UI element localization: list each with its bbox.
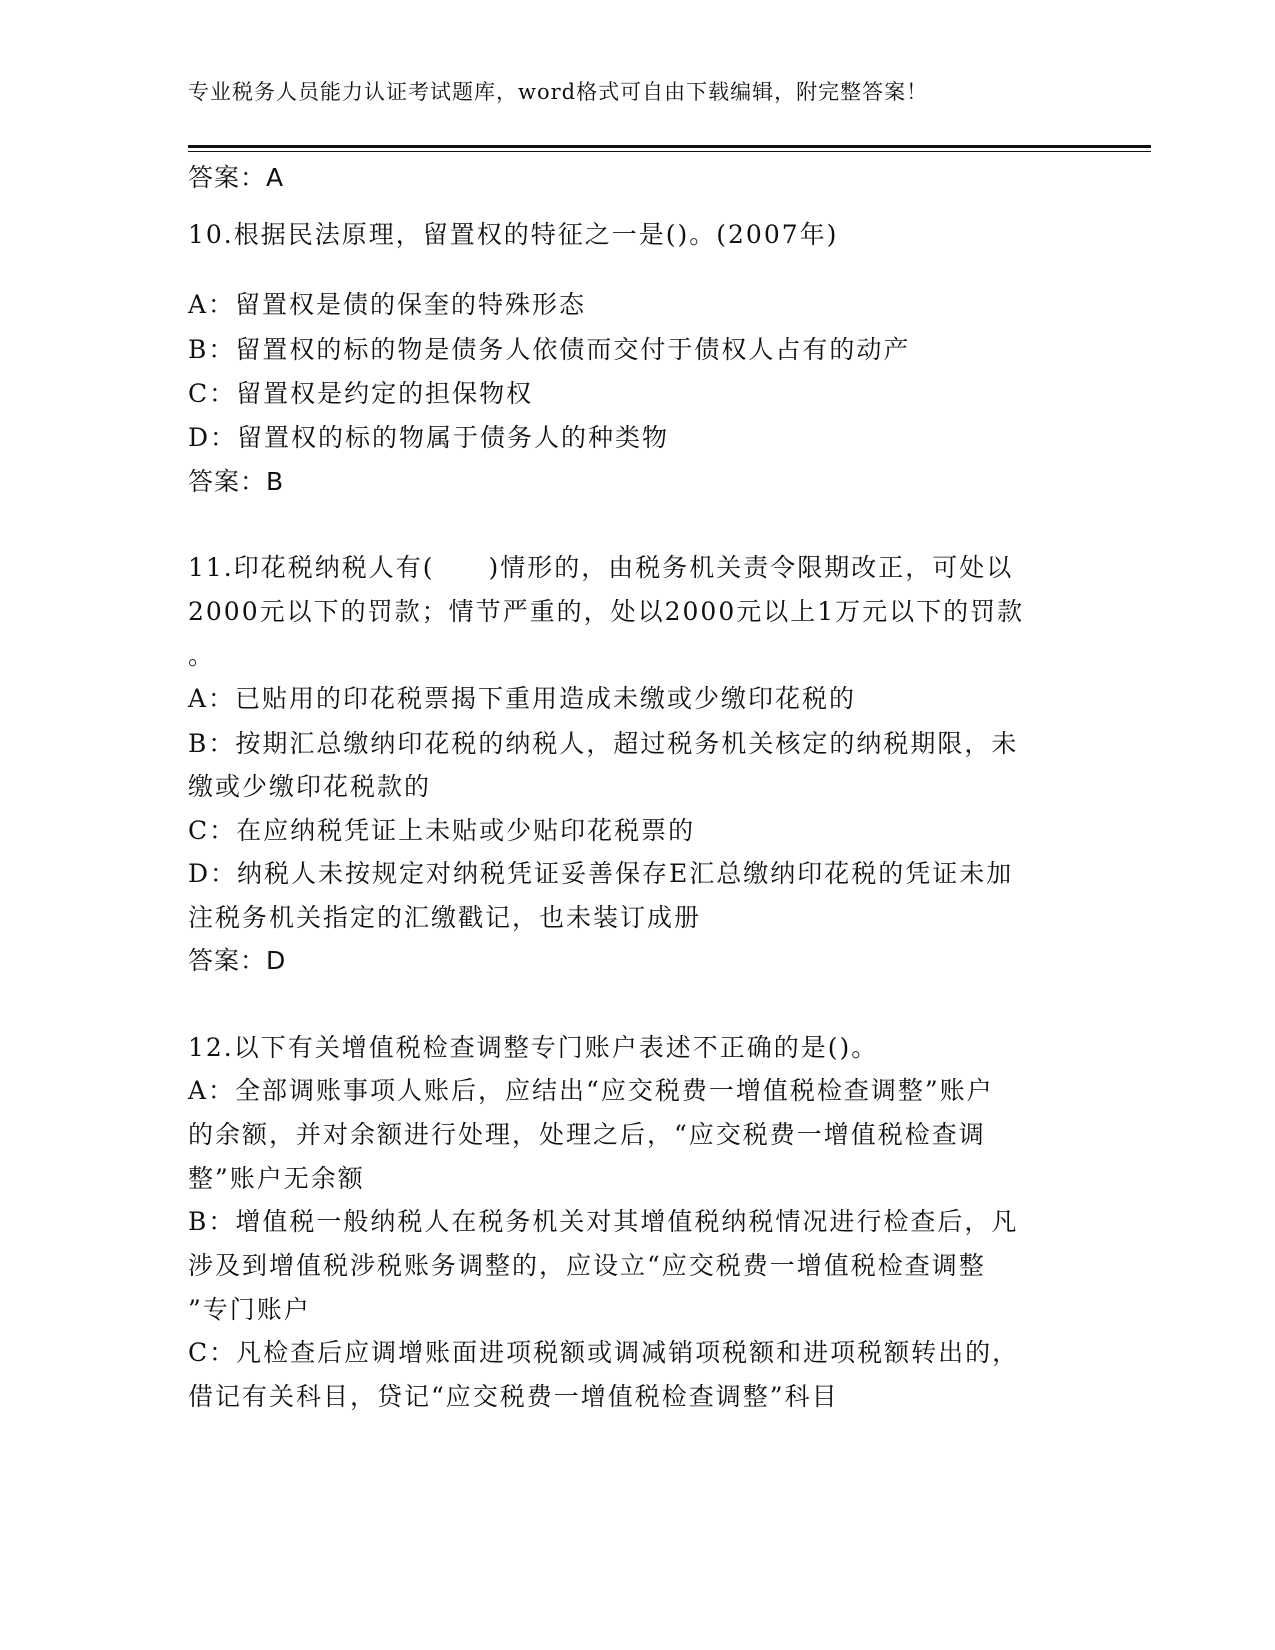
q10-stem: 10.根据民法原理，留置权的特征之一是()。(2007年) [188, 220, 839, 249]
q11-option-a: A：已贴用的印花税票揭下重用造成未缴或少缴印花税的 [188, 684, 857, 713]
q11-stem-line: 2000元以下的罚款；情节严重的，处以2000元以上1万元以下的罚款 [188, 597, 1025, 626]
q12-option-a-cont: 整”账户无余额 [188, 1164, 365, 1193]
q12-stem: 12.以下有关增值税检查调整专门账户表述不正确的是()。 [188, 1033, 879, 1062]
q11-stem-line: 。 [188, 641, 216, 670]
q11-answer: 答案：D [188, 946, 287, 975]
q12-option-a-cont: 的余额，并对余额进行处理，处理之后，“应交税费一增值税检查调 [188, 1120, 986, 1149]
q10-option-b: B：留置权的标的物是债务人依债而交付于债权人占有的动产 [188, 335, 911, 364]
q12-option-c: C：凡检查后应调增账面进项税额或调减销项税额和进项税额转出的， [188, 1338, 1020, 1367]
q10-option-c: C：留置权是约定的担保物权 [188, 379, 534, 408]
q11-option-d: D：纳税人未按规定对纳税凭证妥善保存E汇总缴纳印花税的凭证未加 [188, 859, 1014, 888]
q11-stem-line: 11.印花税纳税人有( )情形的，由税务机关责令限期改正，可处以 [188, 553, 1014, 582]
q10-answer: 答案：B [188, 467, 285, 496]
q11-option-b: B：按期汇总缴纳印花税的纳税人，超过税务机关核定的纳税期限，未 [188, 729, 1019, 758]
header-rule-thin [188, 151, 1151, 152]
q10-option-d: D：留置权的标的物属于债务人的种类物 [188, 423, 670, 452]
q11-option-d-cont: 注税务机关指定的汇缴戳记，也未装订成册 [188, 903, 702, 932]
q12-option-b-cont: ”专门账户 [188, 1295, 311, 1324]
answer-previous: 答案：A [188, 163, 285, 192]
header-rule-thick [188, 145, 1151, 148]
q12-option-b-cont: 涉及到增值税涉税账务调整的，应设立“应交税费一增值税检查调整 [188, 1251, 986, 1280]
q12-option-a: A：全部调账事项人账后，应结出“应交税费一增值税检查调整”账户 [188, 1076, 994, 1105]
q10-option-a: A：留置权是债的保奎的特殊形态 [188, 290, 587, 319]
q11-option-c: C：在应纳税凭证上未贴或少贴印花税票的 [188, 816, 696, 845]
page-header: 专业税务人员能力认证考试题库，word格式可自由下载编辑，附完整答案！ [188, 80, 929, 104]
q12-option-b: B：增值税一般纳税人在税务机关对其增值税纳税情况进行检查后，凡 [188, 1207, 1019, 1236]
q12-option-c-cont: 借记有关科目，贷记“应交税费一增值税检查调整”科目 [188, 1382, 839, 1411]
q11-option-b-cont: 缴或少缴印花税款的 [188, 772, 432, 801]
